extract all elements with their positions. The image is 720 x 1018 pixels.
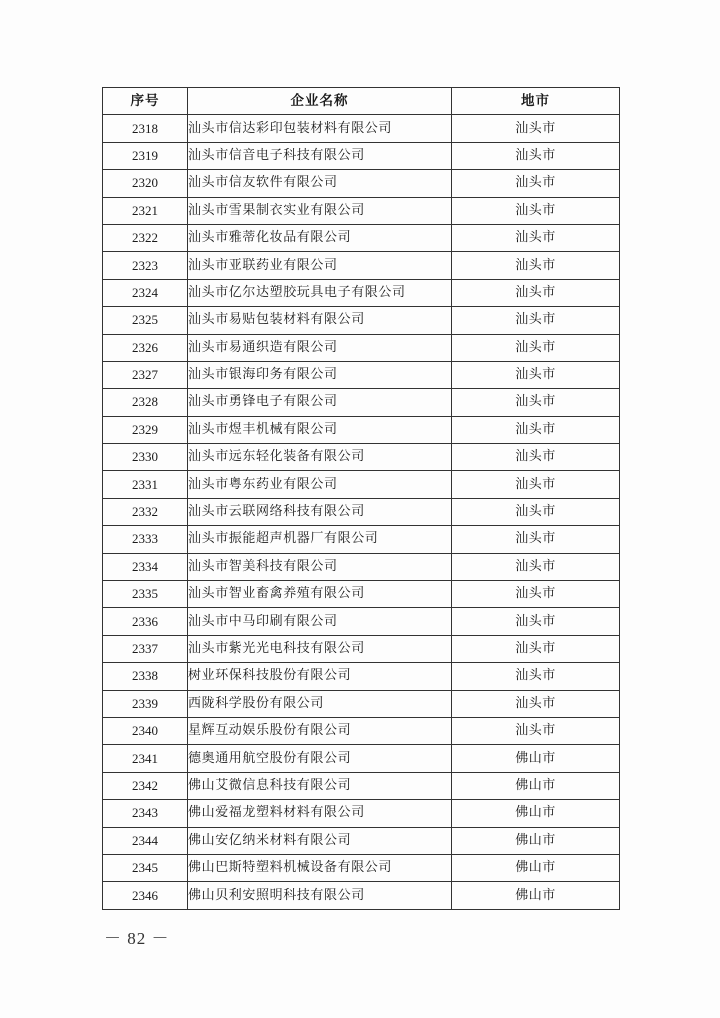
cell-serial-number: 2336 <box>103 608 188 635</box>
cell-enterprise-name: 汕头市智业畜禽养殖有限公司 <box>188 581 452 608</box>
cell-enterprise-name: 汕头市易贴包装材料有限公司 <box>188 307 452 334</box>
cell-serial-number: 2334 <box>103 553 188 580</box>
table-row <box>103 581 620 608</box>
cell-city: 汕头市 <box>452 581 620 608</box>
table-row <box>103 197 620 224</box>
cell-serial-number: 2335 <box>103 581 188 608</box>
cell-enterprise-name: 汕头市银海印务有限公司 <box>188 361 452 388</box>
table-row <box>103 854 620 881</box>
header-serial-number: 序号 <box>103 88 188 115</box>
table-row <box>103 745 620 772</box>
cell-serial-number: 2321 <box>103 197 188 224</box>
cell-serial-number: 2337 <box>103 635 188 662</box>
header-row <box>103 88 620 115</box>
cell-enterprise-name: 佛山安亿纳米材料有限公司 <box>188 827 452 854</box>
table-row <box>103 416 620 443</box>
table-row <box>103 827 620 854</box>
cell-serial-number: 2323 <box>103 252 188 279</box>
cell-serial-number: 2342 <box>103 772 188 799</box>
cell-serial-number: 2319 <box>103 142 188 169</box>
cell-enterprise-name: 汕头市信友软件有限公司 <box>188 170 452 197</box>
cell-city: 汕头市 <box>452 498 620 525</box>
cell-enterprise-name: 汕头市雪果制衣实业有限公司 <box>188 197 452 224</box>
cell-serial-number: 2328 <box>103 389 188 416</box>
cell-enterprise-name: 佛山巴斯特塑料机械设备有限公司 <box>188 854 452 881</box>
cell-enterprise-name: 星辉互动娱乐股份有限公司 <box>188 717 452 744</box>
cell-city: 汕头市 <box>452 663 620 690</box>
cell-city: 佛山市 <box>452 800 620 827</box>
table-row <box>103 252 620 279</box>
table-row <box>103 115 620 142</box>
cell-enterprise-name: 汕头市亚联药业有限公司 <box>188 252 452 279</box>
cell-city: 佛山市 <box>452 827 620 854</box>
cell-enterprise-name: 汕头市信达彩印包装材料有限公司 <box>188 115 452 142</box>
table-row <box>103 635 620 662</box>
cell-enterprise-name: 德奥通用航空股份有限公司 <box>188 745 452 772</box>
cell-city: 汕头市 <box>452 115 620 142</box>
cell-serial-number: 2346 <box>103 882 188 909</box>
table-row <box>103 772 620 799</box>
table-row <box>103 334 620 361</box>
cell-city: 汕头市 <box>452 416 620 443</box>
cell-city: 佛山市 <box>452 772 620 799</box>
table-row <box>103 361 620 388</box>
cell-city: 汕头市 <box>452 553 620 580</box>
cell-city: 汕头市 <box>452 170 620 197</box>
cell-city: 佛山市 <box>452 882 620 909</box>
cell-serial-number: 2326 <box>103 334 188 361</box>
cell-enterprise-name: 树业环保科技股份有限公司 <box>188 663 452 690</box>
cell-city: 汕头市 <box>452 635 620 662</box>
cell-city: 佛山市 <box>452 854 620 881</box>
cell-city: 汕头市 <box>452 444 620 471</box>
cell-city: 汕头市 <box>452 526 620 553</box>
cell-enterprise-name: 佛山贝利安照明科技有限公司 <box>188 882 452 909</box>
cell-city: 汕头市 <box>452 389 620 416</box>
cell-enterprise-name: 佛山爱福龙塑料材料有限公司 <box>188 800 452 827</box>
cell-serial-number: 2340 <box>103 717 188 744</box>
table-row <box>103 170 620 197</box>
cell-enterprise-name: 汕头市远东轻化装备有限公司 <box>188 444 452 471</box>
cell-enterprise-name: 汕头市智美科技有限公司 <box>188 553 452 580</box>
table-row <box>103 142 620 169</box>
table-row <box>103 553 620 580</box>
cell-enterprise-name: 汕头市勇锋电子有限公司 <box>188 389 452 416</box>
cell-city: 汕头市 <box>452 307 620 334</box>
cell-serial-number: 2330 <box>103 444 188 471</box>
cell-serial-number: 2327 <box>103 361 188 388</box>
cell-serial-number: 2320 <box>103 170 188 197</box>
cell-serial-number: 2318 <box>103 115 188 142</box>
table-row <box>103 717 620 744</box>
cell-city: 汕头市 <box>452 224 620 251</box>
cell-enterprise-name: 汕头市中马印刷有限公司 <box>188 608 452 635</box>
cell-city: 汕头市 <box>452 197 620 224</box>
cell-enterprise-name: 汕头市煜丰机械有限公司 <box>188 416 452 443</box>
table-row <box>103 471 620 498</box>
table-row <box>103 224 620 251</box>
table-row <box>103 498 620 525</box>
cell-city: 佛山市 <box>452 745 620 772</box>
cell-serial-number: 2325 <box>103 307 188 334</box>
table-row <box>103 882 620 909</box>
table-row <box>103 279 620 306</box>
cell-enterprise-name: 佛山艾微信息科技有限公司 <box>188 772 452 799</box>
table-row <box>103 389 620 416</box>
header-city: 地市 <box>452 88 620 115</box>
cell-city: 汕头市 <box>452 334 620 361</box>
table-row <box>103 663 620 690</box>
cell-city: 汕头市 <box>452 142 620 169</box>
cell-serial-number: 2338 <box>103 663 188 690</box>
cell-enterprise-name: 汕头市粤东药业有限公司 <box>188 471 452 498</box>
table-row <box>103 307 620 334</box>
table-row <box>103 526 620 553</box>
page-number: － 82 － <box>104 929 170 948</box>
table-body <box>103 115 620 909</box>
header-enterprise-name: 企业名称 <box>188 88 452 115</box>
cell-serial-number: 2344 <box>103 827 188 854</box>
cell-serial-number: 2331 <box>103 471 188 498</box>
cell-city: 汕头市 <box>452 717 620 744</box>
cell-city: 汕头市 <box>452 279 620 306</box>
cell-enterprise-name: 汕头市振能超声机器厂有限公司 <box>188 526 452 553</box>
cell-enterprise-name: 汕头市信音电子科技有限公司 <box>188 142 452 169</box>
cell-enterprise-name: 西陇科学股份有限公司 <box>188 690 452 717</box>
cell-serial-number: 2333 <box>103 526 188 553</box>
cell-city: 汕头市 <box>452 252 620 279</box>
cell-city: 汕头市 <box>452 361 620 388</box>
cell-serial-number: 2345 <box>103 854 188 881</box>
table-row <box>103 608 620 635</box>
enterprise-table <box>102 87 620 910</box>
cell-serial-number: 2322 <box>103 224 188 251</box>
cell-serial-number: 2343 <box>103 800 188 827</box>
table-row <box>103 444 620 471</box>
cell-enterprise-name: 汕头市紫光光电科技有限公司 <box>188 635 452 662</box>
table-header <box>103 88 620 115</box>
table-row <box>103 690 620 717</box>
cell-serial-number: 2332 <box>103 498 188 525</box>
cell-serial-number: 2339 <box>103 690 188 717</box>
cell-enterprise-name: 汕头市雅蒂化妆品有限公司 <box>188 224 452 251</box>
cell-serial-number: 2341 <box>103 745 188 772</box>
cell-serial-number: 2329 <box>103 416 188 443</box>
cell-city: 汕头市 <box>452 608 620 635</box>
cell-enterprise-name: 汕头市云联网络科技有限公司 <box>188 498 452 525</box>
cell-city: 汕头市 <box>452 690 620 717</box>
cell-enterprise-name: 汕头市亿尔达塑胶玩具电子有限公司 <box>188 279 452 306</box>
cell-city: 汕头市 <box>452 471 620 498</box>
cell-enterprise-name: 汕头市易通织造有限公司 <box>188 334 452 361</box>
table-row <box>103 800 620 827</box>
cell-serial-number: 2324 <box>103 279 188 306</box>
